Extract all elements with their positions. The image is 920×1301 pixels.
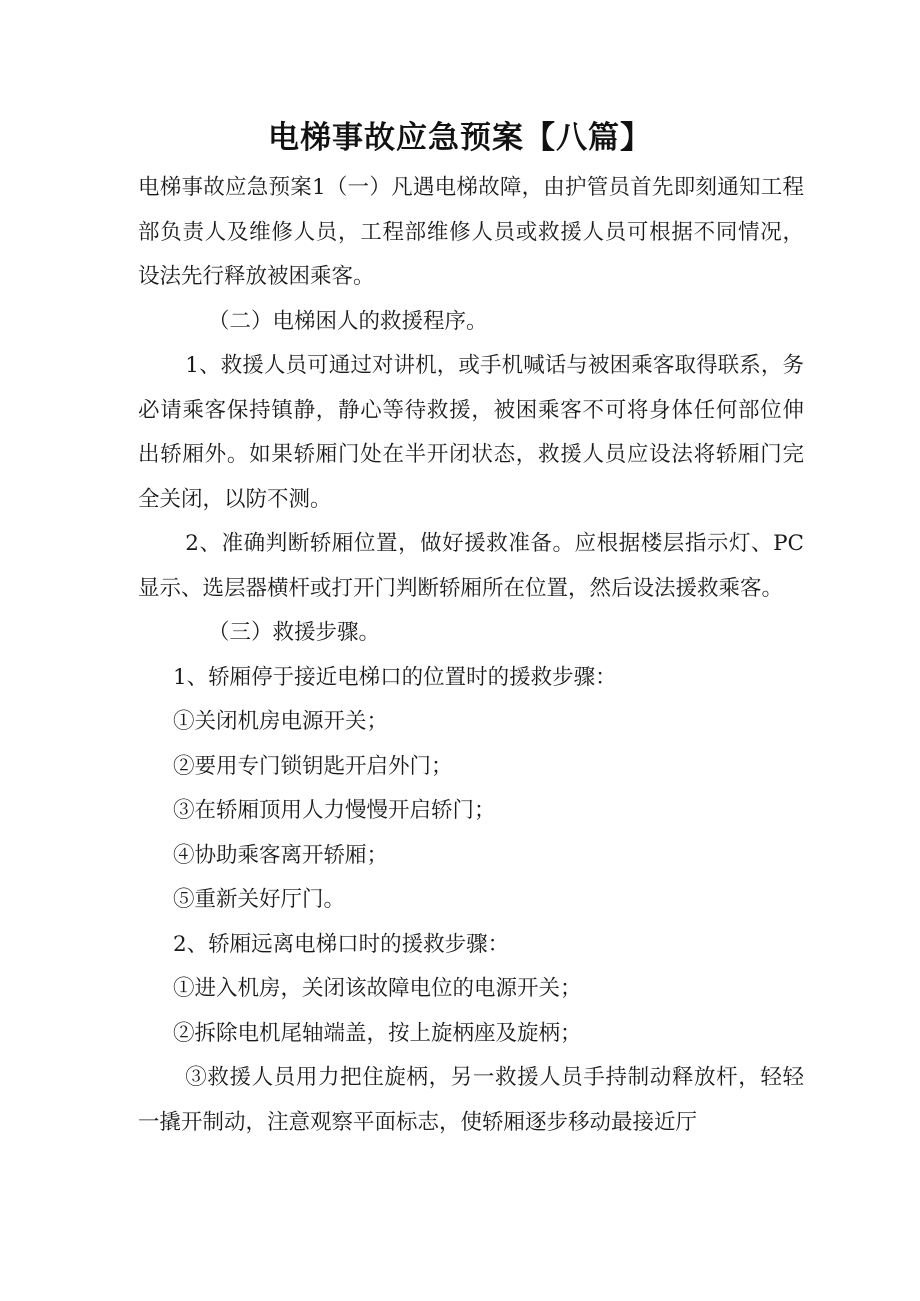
paragraph-intro: 电梯事故应急预案1（一）凡遇电梯故障，由护管员首先即刻通知工程部负责人及维修人员，工程部维修人员或救援人员可根据不同情况，设法先行释放被困乘客。 xyxy=(138,175,804,289)
list-item: ⑤重新关好厅门。 xyxy=(173,887,346,912)
subheading-near-door: 1、轿厢停于接近电梯口的位置时的援救步骤： xyxy=(173,664,617,690)
subheading-far-door: 2、轿厢远离电梯口时的援救步骤： xyxy=(173,931,510,957)
list-item: ①关闭机房电源开关； xyxy=(173,709,389,734)
list-item: ②要用专门锁钥匙开启外门； xyxy=(173,753,453,779)
document-body xyxy=(138,166,804,1145)
paragraph-step-2: 2、准确判断轿厢位置，做好援救准备。应根据楼层指示灯、PC显示、选层器横杆或打开门判断轿厢所在位置，然后设法援救乘客。 xyxy=(138,531,804,601)
list-item: ③救援人员用力把住旋柄，另一救援人员手持制动释放杆，轻轻一撬开制动，注意观察平面标志，使轿厢逐步移动最接近厅 xyxy=(138,1065,804,1135)
list-item: ④协助乘客离开轿厢； xyxy=(173,842,389,868)
list-item: ①进入机房，关闭该故障电位的电源开关； xyxy=(173,976,582,1001)
document-title: 电梯事故应急预案【八篇】 xyxy=(268,120,652,156)
section-heading-2: （二）电梯困人的救援程序。 xyxy=(208,308,488,334)
paragraph-step-1: 1、救援人员可通过对讲机，或手机喊话与被困乘客取得联系，务必请乘客保持镇静，静心等待救援，被困乘客不可将身体任何部位伸出轿厢外。如果轿厢门处在半开闭状态，救援人员应设法将轿厢门完全关闭，以防不测。 xyxy=(138,353,804,512)
section-heading-3: （三）救援步骤。 xyxy=(208,620,381,645)
list-item: ③在轿厢顶用人力慢慢开启轿门； xyxy=(173,798,496,823)
list-item: ②拆除电机尾轴端盖，按上旋柄座及旋柄； xyxy=(173,1020,582,1046)
